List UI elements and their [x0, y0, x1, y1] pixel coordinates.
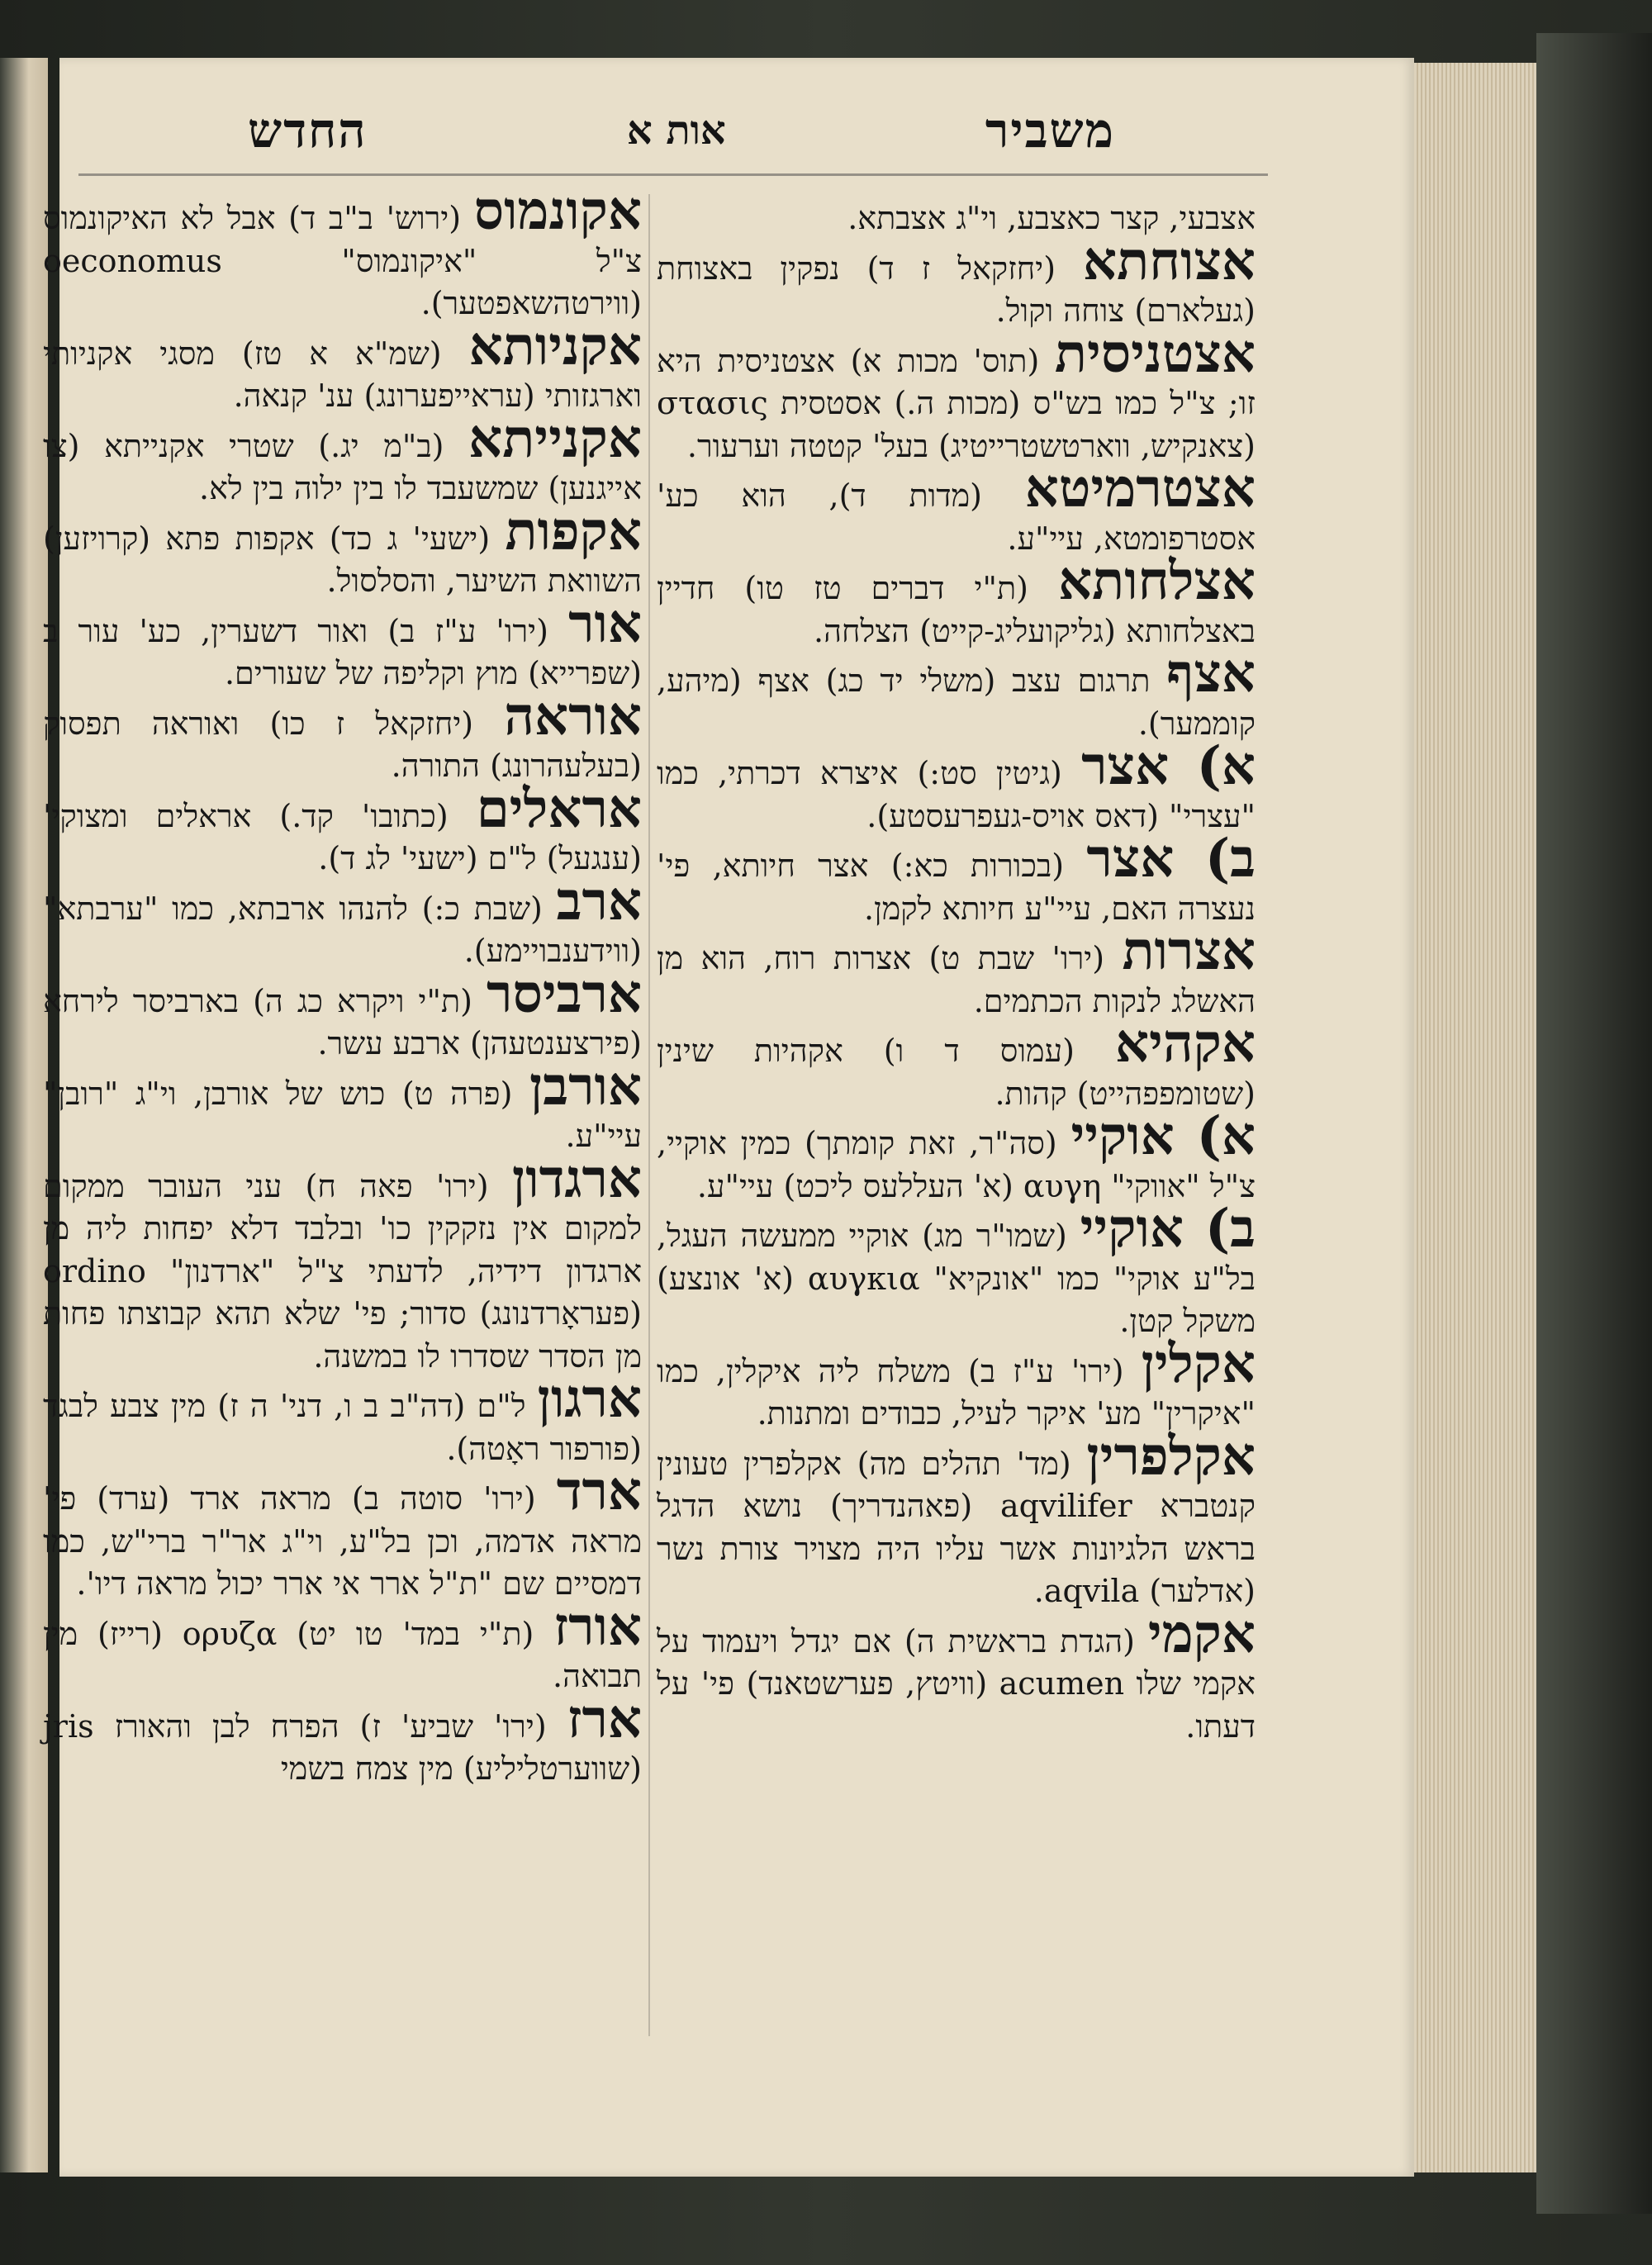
entry-text: ל"ם (דה"ב ב ו, דני' ה ז) מין צבע לבגד (פורפור ראָטה).: [43, 1388, 642, 1467]
entry-text: (ירו' שביע' ז) הפרח לבן והאורז jris (שווערטליליע) מין צמח בשמי: [43, 1707, 642, 1787]
header-rule: [78, 173, 1268, 176]
header-middle: אות א: [626, 107, 726, 154]
entry-headword: א) אוקיי: [1070, 1105, 1256, 1167]
dictionary-entry: [43, 777, 642, 881]
entry-text: (ירו' ע"ז ב) ואור דשערין, כע' עור ב (שפרייא) מוץ וקליפה של שעורים.: [43, 612, 642, 691]
entry-text: (ת"י ויקרא כג ה) בארביסר לירחא (פירצענטעהן) ארבע עשר.: [43, 982, 642, 1061]
entry-text: (מד' תהלים מה) אקלפרין טעונין קנטברא aqvilifer (פאהנדריך) נושא הדגל בראש הלגיונות אשר עליו היה מצויר צורת נשר (אדלער) aqvila.: [657, 1445, 1256, 1609]
entry-text: (ת"י במד' טו יט) ορυζα (רייז) מין תבואה.: [43, 1615, 642, 1694]
dictionary-entry: [43, 685, 642, 788]
entry-headword: ארגון: [537, 1368, 642, 1430]
entry-headword: א) אצר: [1081, 735, 1256, 797]
dictionary-entry: [657, 550, 1256, 653]
running-header: [248, 97, 1115, 164]
previous-page-edge: [0, 58, 48, 2172]
entry-headword: ב) אצר: [1086, 828, 1256, 890]
entry-text: (ת"י דברים טז טו) חדיין באצלחותא (גליקועליג-קייט) הצלחה.: [657, 570, 1256, 649]
entry-headword: אוראה: [504, 685, 642, 748]
entry-headword: אקניותא: [468, 315, 642, 378]
entry-headword: ארב: [556, 870, 642, 933]
dictionary-entry: [657, 1332, 1256, 1436]
entry-headword: אור: [568, 592, 642, 655]
entry-text: (יחזקאל ז ד) נפקין באצוחת (געלארם) צוחה וקול.: [657, 249, 1256, 329]
book-cover-edge: [1536, 33, 1652, 2214]
header-right: משביר: [985, 102, 1115, 159]
entry-headword: ב) אוקיי: [1080, 1198, 1256, 1260]
entry-text: (תוס' מכות א) אצטניסית היא זו; צ"ל כמו בש"ס (מכות ה.) אסטסית στασις (צאנקיש, ווארטשטרייטיג) בעל' קטטה וערעור.: [657, 342, 1256, 464]
dictionary-entry: [43, 180, 642, 325]
entry-text: (ירו' שבת ט) אצרות רוח, הוא מן האשלג לנקות הכתמים.: [657, 940, 1256, 1019]
entry-text: (פרה ט) כוש של אורבן, וי"ג "רובן" עיי"ע.: [43, 1075, 642, 1154]
entry-headword: אקונמוס: [473, 180, 642, 242]
dictionary-entry: [43, 1368, 642, 1470]
entry-headword: אקנייתא: [468, 407, 642, 470]
dictionary-entry: [43, 407, 642, 510]
dictionary-entry: [43, 1595, 642, 1698]
entry-text: (שמו"ר מג) אוקיי ממעשה העגל, בל"ע אוקי" כמו "אונקיא" αυγκια (א' אונצע) משקל קטן.: [657, 1218, 1256, 1339]
entry-headword: ארגדון: [511, 1147, 642, 1210]
dictionary-entry: [43, 1688, 642, 1791]
right-column: [657, 190, 1256, 1748]
entry-text: (הגדת בראשית ה) אם יגדל ויעמוד על אקמי שלו acumen (וויטץ, פערשטאנד) פי' על דעתו.: [657, 1622, 1256, 1745]
entry-text: אצבעי, קצר כאצבע, וי"ג אצבתא.: [847, 200, 1256, 236]
dictionary-entry: [657, 1198, 1256, 1343]
entry-text: תרגום עצב (משלי יד כג) אצף (מיהע, קוממער).: [657, 662, 1256, 742]
column-divider: [648, 194, 650, 2036]
dictionary-entry: [657, 828, 1256, 930]
entry-text: (ירוש' ב"ב ד) אבל לא האיקונמוס צ"ל "איקונמוס" oeconomus (ווירטהשאפטער).: [43, 200, 642, 321]
entry-text: (ב"מ יג.) שטרי אקנייתא (צו אייגנען) שמשעבד לו בין ילוה בין לא.: [43, 427, 642, 506]
dictionary-entry: [43, 592, 642, 696]
entry-headword: אקלין: [1141, 1332, 1256, 1395]
dictionary-entry: [657, 920, 1256, 1023]
entry-text: (שבת כ:) להנהו ארבתא, כמו "ערבתא" (ווידענבויימע).: [43, 890, 642, 969]
entry-text: (מדות ד), הוא כע' אסטרפומטא, עיי"ע.: [657, 477, 1256, 557]
dictionary-entry: [43, 1460, 642, 1606]
entry-text: (עמוס ד ו) אקהיות שינין (שטומפפהייט) קהות.: [657, 1033, 1256, 1112]
entry-text: (בכורות כא:) אצר חיותא, פי' נעצרה האם, עיי"ע חיותא לקמן.: [657, 848, 1256, 927]
entry-text: (כתובו' קד.) אראלים ומצוקי' (ענגעל) ל"ם (ישעי' לג ד).: [43, 797, 642, 876]
entry-headword: אצטניסית: [1054, 322, 1256, 385]
left-column: [43, 180, 642, 1791]
entry-text: (ירו' סוטה ב) מראה ארד (ערד) פי' מראה אדמה, וכן בל"ע, וי"ג אר"ר ברי"ש, כמו דמסיים שם "ת"ל ארר אי ארר יכול מראה דיו'.: [43, 1480, 642, 1602]
entry-text: (יחזקאל ז כו) ואוראה תפסוק (בעלעהרונג) התורה.: [43, 705, 642, 784]
entry-text: (סה"ר, זאת קומתך) כמין אוקיי, צ"ל "אווקי" αυγη (א' העללעס ליכט) עיי"ע.: [657, 1125, 1256, 1204]
entry-text: (ישעי' ג כד) אקפות פתא (קרויזען) השוואת השיער, והסלסול.: [43, 520, 642, 599]
entry-headword: אצף: [1166, 643, 1256, 705]
entry-headword: אקהיא: [1114, 1013, 1256, 1075]
entry-headword: אצלחותא: [1058, 550, 1256, 612]
dictionary-entry: [43, 500, 642, 603]
entry-text: (ירו' ע"ז ב) משלח ליה איקלין, כמו "איקרין" מע' איקר לעיל, כבודים ומתנות.: [657, 1352, 1256, 1432]
dictionary-entry: [657, 458, 1256, 560]
dictionary-entry: [657, 230, 1256, 333]
entry-headword: אורז: [553, 1595, 642, 1658]
dictionary-entry: [43, 1055, 642, 1158]
entry-headword: אצרות: [1122, 920, 1256, 982]
dictionary-entry: [657, 1425, 1256, 1613]
dictionary-entry: [43, 1147, 642, 1379]
dictionary-entry: [657, 322, 1256, 468]
dictionary-entry: [657, 643, 1256, 745]
entry-text: (גיטין סט:) איצרא דכרתי, כמו "עצרי" (דאס אויס-געפרעסטע).: [657, 755, 1256, 834]
dictionary-entry: [657, 1603, 1256, 1749]
page-stack-edge: [1414, 63, 1538, 2172]
dictionary-entry: [657, 735, 1256, 838]
dictionary-entry: [657, 1013, 1256, 1115]
dictionary-entry: [43, 962, 642, 1066]
entry-headword: אראלים: [476, 777, 642, 840]
entry-headword: אורבן: [529, 1055, 642, 1118]
entry-text: (שמ"א א טז) מסגי אקניותי וארגזותי (עראייפערונג) ענ' קנאה.: [43, 335, 642, 414]
entry-headword: ארד: [556, 1460, 642, 1522]
dictionary-entry: [43, 315, 642, 418]
entry-headword: אקלפרין: [1086, 1425, 1256, 1488]
entry-headword: אצוחתא: [1082, 230, 1256, 292]
entry-headword: אצטרמיטא: [1024, 458, 1256, 520]
entry-headword: אקמי: [1147, 1603, 1256, 1665]
entry-text: (ירו' פאה ח) עני העובר ממקום למקום אין נזקקין כו' ובלבד דלא יפחות ליה מן ארגדון דידיה, לדעתי צ"ל "ארדנון" ordino (פעראָרדנונג) סדור; פי' שלא תהא קבוצתו פחות מן הסדר שסדרו לו במשנה.: [43, 1167, 642, 1375]
header-left: החדש: [248, 102, 368, 159]
entry-headword: ארז: [567, 1688, 642, 1750]
dictionary-entry: [657, 1105, 1256, 1208]
entry-headword: אקפות: [505, 500, 642, 563]
entry-headword: ארביסר: [487, 962, 642, 1025]
dictionary-entry: [43, 870, 642, 973]
